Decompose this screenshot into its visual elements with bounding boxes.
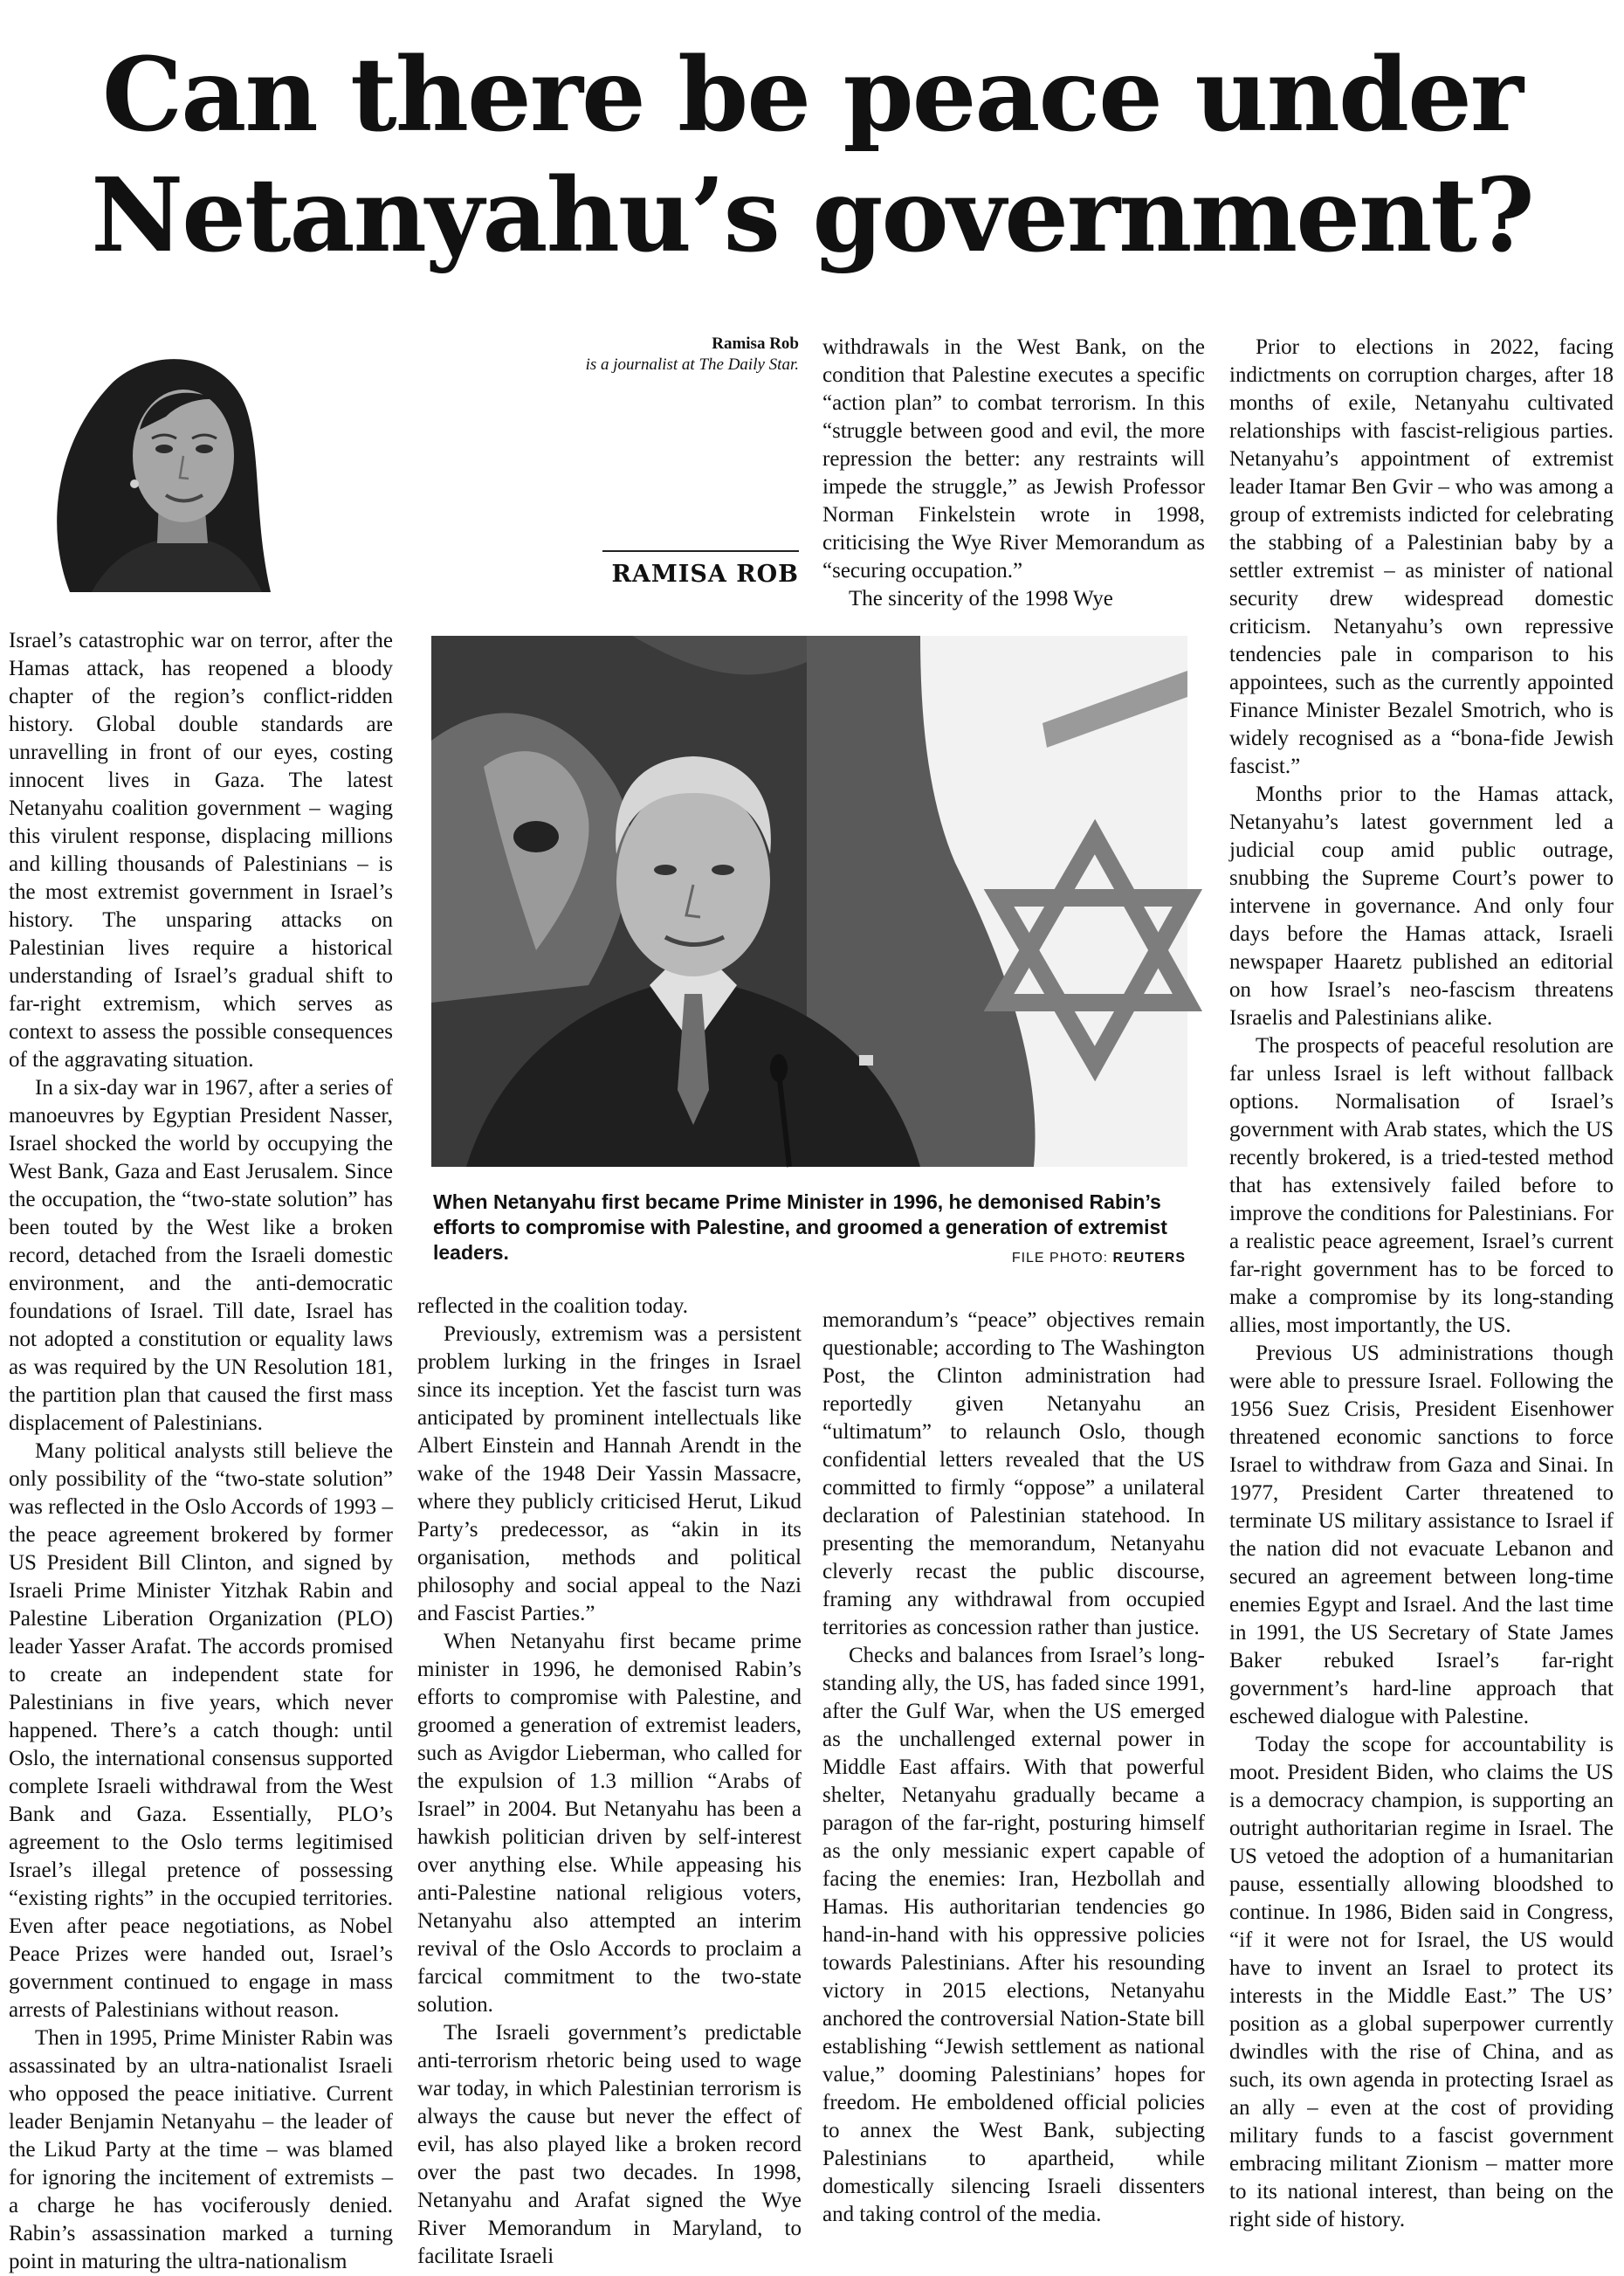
paragraph: The Israeli government’s predictable anti-terrorism rhetoric being used to wage war today, in which Palestinian terrorism is always the cause but never the effect of evil, has also played like a broken record over the past two decades. In 1998, Netanyahu and Arafat signed the Wye River Memorandum in Maryland, to facilitate Israeli [417, 2021, 802, 2268]
photo-credit-source: REUTERS [1112, 1251, 1186, 1266]
article-column-3-top [822, 334, 1205, 610]
paragraph: Months prior to the Hamas attack, Netanyahu’s latest government led a judicial coup amid public outrage, snubbing the Supreme Court’s power to intervene in governance. And only four days before the Hamas attack, Israeli newspaper Haaretz published an editorial on how Israel’s neo-fascism threatens Israelis and Palestinians alike. [1229, 783, 1614, 1030]
photo-credit-label: FILE PHOTO: [1011, 1251, 1109, 1266]
headline-line-1: Can there be peace under [101, 36, 1523, 155]
paragraph: withdrawals in the West Bank, on the condition that Palestine executes a specific “action plan” to combat terrorism. In this “struggle between good and evil, the more repression the better: any restraints will impede the struggle,” as Jewish Professor Norman Finkelstein wrote in 1998, criticising the Wye River Memorandum as “securing occupation.” [822, 335, 1205, 583]
paragraph: Previously, extremism was a persistent problem lurking in the fringes in Israel since its inception. Yet the fascist turn was anticipated by prominent intellectuals like Albert Einstein and Hannah Arendt in the wake of the 1948 Deir Yassin Massacre, where they publicly criticised Herut, Likud Party’s predecessor, as “akin in its organisation, methods and political philosophy and social appeal to the Nazi and Fascist Parties.” [417, 1322, 802, 1625]
byline-name: Ramisa Rob [712, 335, 799, 353]
photo-credit [873, 1251, 1186, 1266]
byline-block [489, 334, 799, 376]
paragraph: reflected in the coalition today. [417, 1294, 689, 1318]
paragraph: Prior to elections in 2022, facing indictments on corruption charges, after 18 months of exile, Netanyahu cultivated relationships with fascist-religious parties. Netanyahu’s appointment of extremist leader Itamar Ben Gvir – who was among a group of extremists indicted for celebrating the stabbing of a Palestinian baby by a settler extremist – as minister of national security drew widespread domestic criticism. Netanyahu’s own repressive tendencies pale in comparison to his appointees, such as the currently appointed Finance Minister Bezalel Smotrich, who is widely recognised as a “bona-fide Jewish fascist.” [1229, 335, 1614, 778]
article-column-1 [9, 627, 393, 2273]
paragraph: The prospects of peaceful resolution are far unless Israel is left without fallback options. Normalisation of Israel’s government with Arab states, which the US recently brokered, is a tried-tested method that has extensively failed before to improve the conditions for Palestinians. For a realistic peace agreement, Israel’s current far-right government has to be forced to make a compromise by its long-standing allies, most importantly, the US. [1229, 1034, 1614, 1337]
byline-description: is a journalist at The Daily Star. [585, 355, 799, 374]
byline-divider [602, 550, 799, 552]
article-column-3-bottom [822, 1307, 1205, 2226]
paragraph: When Netanyahu first became prime minister in 1996, he demonised Rabin’s efforts to compromise with Palestine, and groomed a generation of extremist leaders, such as Avigdor Lieberman, who called for the expulsion of 1.3 million “Arabs of Israel” in 2004. But Netanyahu has been a hawkish politician driven by self-interest over anything else. While appeasing his anti-Palestine national religious voters, Netanyahu also attempted an interim revival of the Oslo Accords to proclaim a farcical commitment to the two-state solution. [417, 1630, 802, 2017]
byline-name-caps: RAMISA ROB [611, 561, 799, 588]
paragraph: Today the scope for accountability is moot. President Biden, who claims the US is a democracy champion, is supporting an outright authoritarian regime in Israel. The US vetoed the adoption of a humanitarian pause, essentially allowing bloodshed to continue. In 1986, Biden said in Congress, “if it were not for Israel, the US would have to invent an Israel to protect its interests in the Middle East.” The US’ position as a global superpower currently dwindles with the rise of China, and as such, its own agenda in protecting Israel as an ally – even at the cost of providing military funds to a fascist government embracing militant Zionism – matter more to its national interest, than being on the right side of history. [1229, 1733, 1614, 2231]
paragraph: Many political analysts still believe the only possibility of the “two-state solution” was reflected in the Oslo Accords of 1993 – the peace agreement brokered by former US President Bill Clinton, and signed by Israeli Prime Minister Yitzhak Rabin and Palestine Liberation Organization (PLO) leader Yasser Arafat. The accords promised to create an independent state for Palestinians in five years, which never happened. There’s a catch though: until Oslo, the international consensus supported complete Israeli withdrawal from the West Bank and Gaza. Essentially, PLO’s agreement to the Oslo terms legitimised Israel’s illegal pretence of possessing “existing rights” in the occupied territories. Even after peace negotiations, as Nobel Peace Prizes were handed out, Israel’s government continued to engage in mass arrests of Palestinians without reason. [9, 1439, 393, 2022]
paragraph: memorandum’s “peace” objectives remain questionable; according to The Washington Post, the Clinton administration had reportedly given Netanyahu an “ultimatum” to relaunch Oslo, though confidential letters revealed that the US committed to firmly “oppose” a unilateral declaration of Palestinian statehood. In presenting the memorandum, Netanyahu cleverly recast the public discourse, framing any withdrawal from occupied territories as concession rather than justice. [822, 1308, 1205, 1639]
article-column-2 [417, 1293, 802, 2268]
headline-line-2: Netanyahu’s government? [91, 156, 1533, 275]
photo-caption: When Netanyahu first became Prime Minister in 1996, he demonised Rabin’s efforts to compromise with Palestine, and groomed a generation of extremist leaders. [433, 1190, 1167, 1264]
author-portrait [9, 334, 362, 592]
paragraph: The sincerity of the 1998 Wye [849, 587, 1113, 610]
headline [35, 35, 1589, 276]
article-column-4 [1229, 334, 1614, 2231]
paragraph: Checks and balances from Israel’s long-standing ally, the US, has faded since 1991, after the Gulf War, when the US emerged as the unchallenged external power in Middle East affairs. With that powerful shelter, Netanyahu gradually became a paragon of the far-right, posturing himself as the only messianic expert capable of facing the enemies: Iran, Hezbollah and Hamas. His authoritarian tendencies go hand-in-hand with his oppressive policies towards Palestinians. After his resounding victory in 2015 elections, Netanyahu anchored the controversial Nation-State bill establishing “Jewish settlement as national value,” dooming Palestinians’ hopes for freedom. He emboldened official policies to annex the West Bank, subjecting Palestinians to apartheid, while domestically silencing Israeli dissenters and taking control of the media. [822, 1644, 1205, 2226]
netanyahu-photo [431, 636, 1187, 1167]
paragraph: Then in 1995, Prime Minister Rabin was assassinated by an ultra-nationalist Israeli who opposed the peace initiative. Current leader Benjamin Netanyahu – the leader of the Likud Party at the time – was blamed for ignoring the incitement of extremists – a charge he has vociferously denied. Rabin’s assassination marked a turning point in maturing the ultra-nationalism [9, 2026, 393, 2273]
paragraph: Israel’s catastrophic war on terror, after the Hamas attack, has reopened a bloody chapter of the region’s conflict-ridden history. Global double standards are unravelling in front of our eyes, costing innocent lives in Gaza. The latest Netanyahu coalition government – waging this virulent response, displacing millions and killing thousands of Palestinians – is the most extremist government in Israel’s history. The unsparing attacks on Palestinian lives require a historical understanding of Israel’s gradual shift to far-right extremism, which serves as context to assess the possible consequences of the aggravating situation. [9, 629, 393, 1072]
paragraph: In a six-day war in 1967, after a series of manoeuvres by Egyptian President Nasser, Israel shocked the world by occupying the West Bank, Gaza and East Jerusalem. Since the occupation, the “two-state solution” has been touted by the West like a broken record, detached from the Israeli domestic environment, and the anti-democratic foundations of Israel. Till date, Israel has not adopted a constitution or equality laws as was required by the UN Resolution 181, the partition plan that caused the first mass displacement of Palestinians. [9, 1076, 393, 1435]
paragraph: Previous US administrations though were able to pressure Israel. Following the 1956 Suez Crisis, President Eisenhower threatened economic sanctions to force Israel to withdraw from Gaza and Sinai. In 1977, President Carter threatened to terminate US military assistance to Israel if the nation did not evacuate Lebanon and secured an agreement between long-time enemies Egypt and Israel. And the last time in 1991, the US Secretary of State James Baker rebuked Israel’s far-right government’s hard-line approach that eschewed dialogue with Palestine. [1229, 1341, 1614, 1728]
